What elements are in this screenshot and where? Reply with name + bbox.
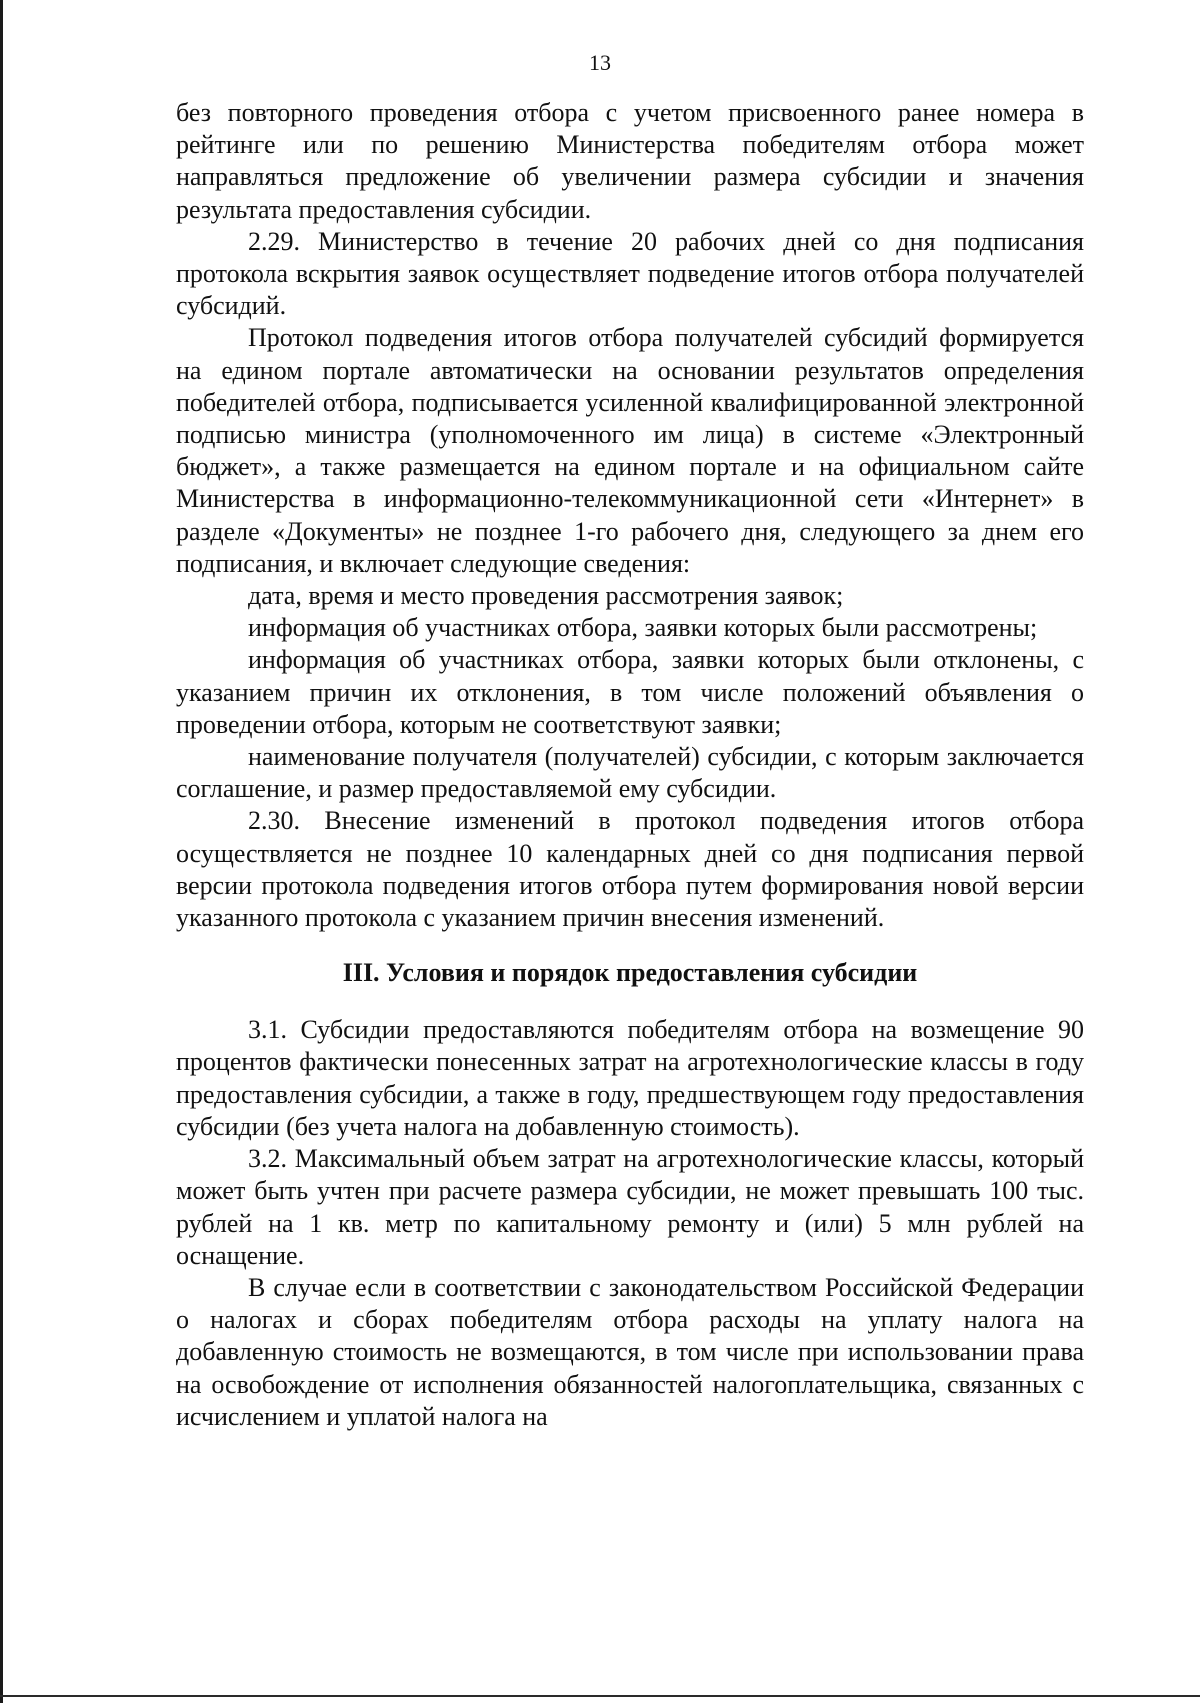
paragraph-3-2: 3.2. Максимальный объем затрат на агротехнологические классы, который может быть учтен при расчете размера субсидии, не может превышать 100 тыс. рублей на 1 кв. метр по капитальному ремонту и (или) 5 млн рублей на оснащение. <box>176 1144 1084 1270</box>
paragraph-2-30: 2.30. Внесение изменений в протокол подведения итогов отбора осуществляется не позднее 10 календарных дней со дня подписания первой версии протокола подведения итогов отбора путем формирования новой версии указанного протокола с указанием причин внесения изменений. <box>176 806 1084 933</box>
scan-bottom-edge <box>0 1695 1200 1697</box>
page-number: 13 <box>589 50 611 75</box>
document-body <box>176 97 1084 1433</box>
list-item-date: дата, время и место проведения рассмотрения заявок; <box>248 581 844 611</box>
list-item-considered: информация об участниках отбора, заявки которых были рассмотрены; <box>248 613 1038 643</box>
paragraph-3-1: 3.1. Субсидии предоставляются победителям отбора на возмещение 90 процентов фактически понесенных затрат на агротехнологические классы в году предоставления субсидии, а также в году, предшествующем году предоставления субсидии (без учета налога на добавленную стоимость). <box>176 1015 1084 1141</box>
list-item-rejected: информация об участниках отбора, заявки которых были отклонены, с указанием причин их отклонения, в том числе положений объявления о проведении отбора, которым не соответствуют заявки; <box>176 645 1084 739</box>
scan-left-edge <box>0 0 3 1703</box>
paragraph-vat: В случае если в соответствии с законодательством Российской Федерации о налогах и сборах победителям отбора расходы на уплату налога на добавленную стоимость не возмещаются, в том числе при использовании права на освобождение от исполнения обязанностей налогоплательщика, связанных с исчислением и уплатой налога на <box>176 1272 1084 1431</box>
paragraph-2-29: 2.29. Министерство в течение 20 рабочих дней со дня подписания протокола вскрытия заявок осуществляет подведение итогов отбора получателей субсидий. <box>176 226 1084 321</box>
paragraph-continuation: без повторного проведения отбора с учетом присвоенного ранее номера в рейтинге или по решению Министерства победителям отбора может направляться предложение об увеличении размера субсидии и значения результата предоставления субсидии. <box>176 98 1084 224</box>
paragraph-protocol: Протокол подведения итогов отбора получателей субсидий формируется на едином портале автоматически на основании результатов определения победителей отбора, подписывается усиленной квалифицированной электронной подписью министра (уполномоченного им лица) в системе «Электронный бюджет», а также размещается на едином портале и на официальном сайте Министерства в информационно-телекоммуникационной сети «Интернет» в разделе «Документы» не позднее 1-го рабочего дня, следующего за днем его подписания, и включает следующие сведения: <box>176 323 1084 578</box>
section-heading: III. Условия и порядок предоставления субсидии <box>342 958 918 988</box>
list-item-recipient: наименование получателя (получателей) субсидии, с которым заключается соглашение, и размер предоставляемой ему субсидии. <box>176 742 1084 804</box>
